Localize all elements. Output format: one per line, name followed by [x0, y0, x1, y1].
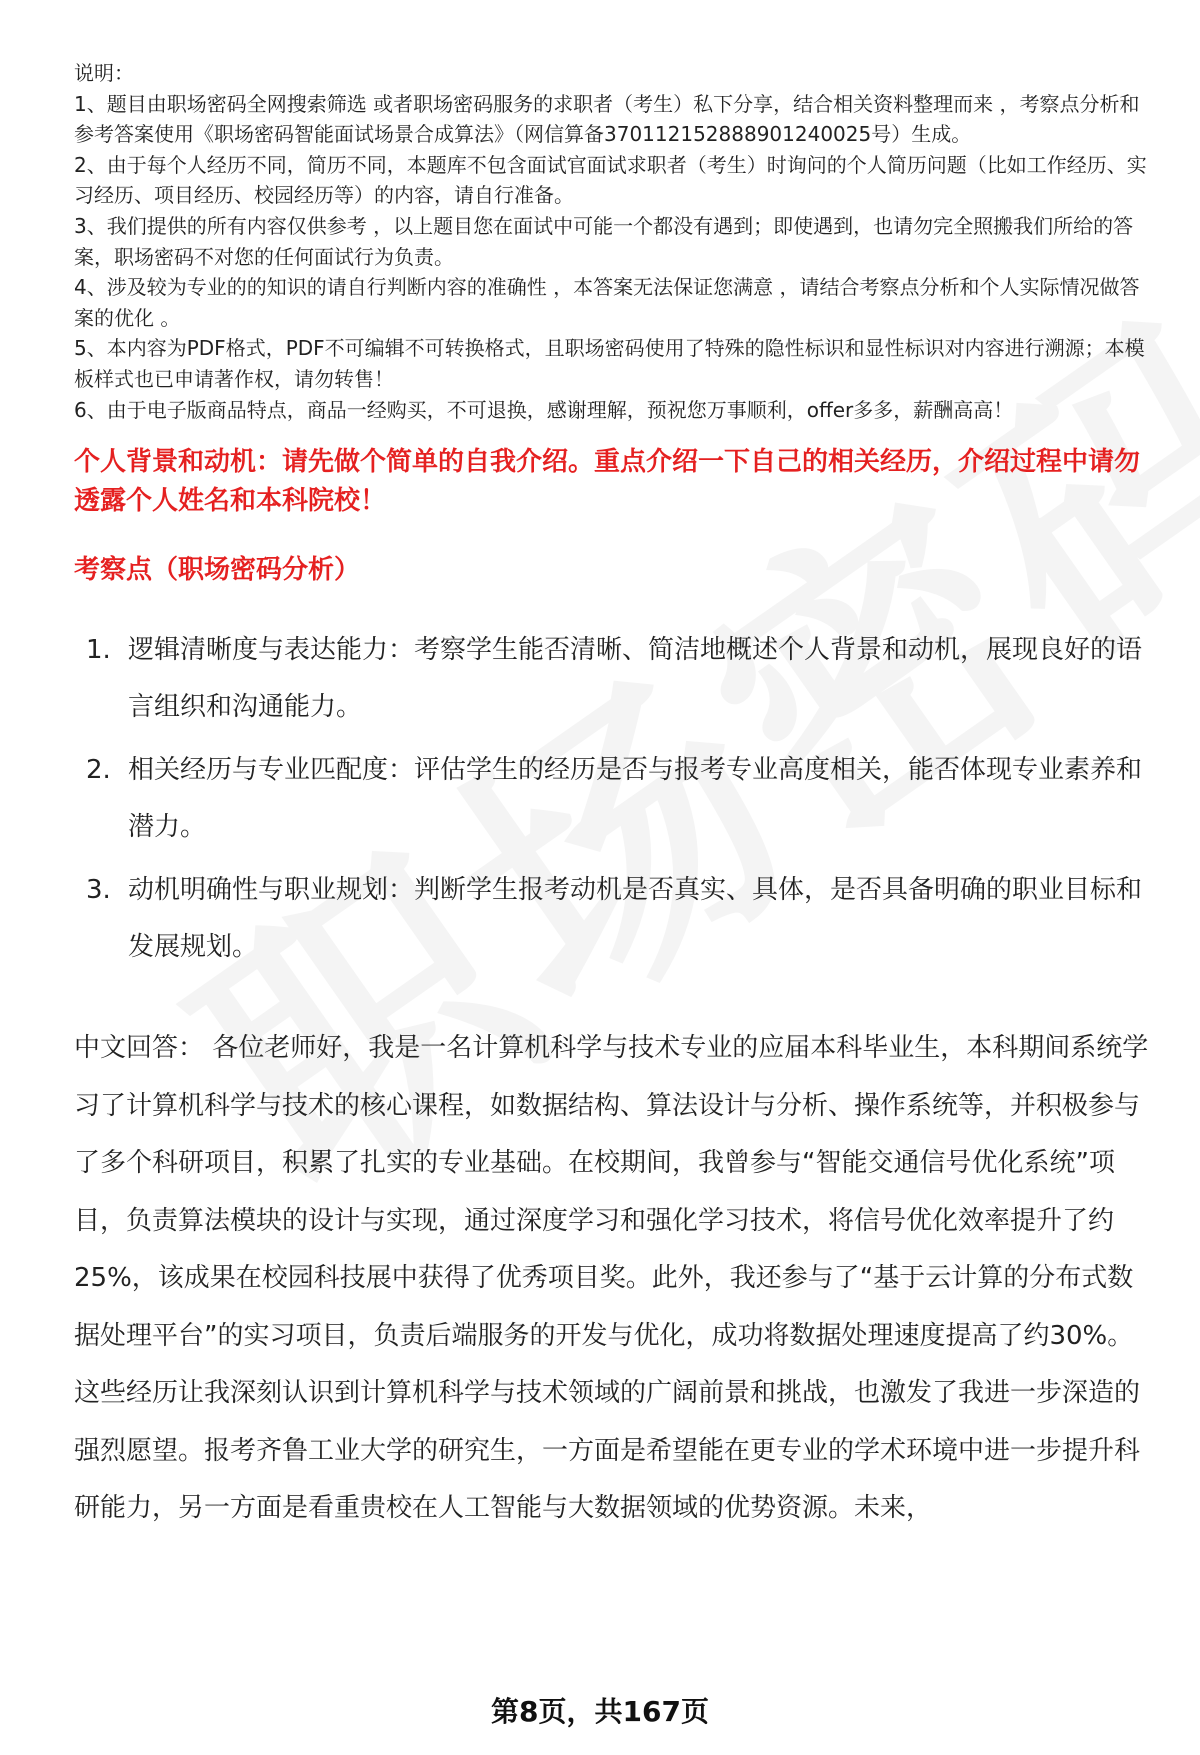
point-text: 相关经历与专业匹配度：评估学生的经历是否与报考专业高度相关，能否体现专业素养和潜力。: [128, 755, 1143, 843]
note-item: 4、涉及较为专业的的知识的请自行判断内容的准确性 ，本答案无法保证您满意 ，请结合考察点分析和个人实际情况做答案的优化 。: [74, 275, 1140, 330]
analysis-point: [74, 742, 1154, 856]
point-number: 3.: [86, 875, 111, 906]
analysis-point: [74, 622, 1154, 736]
notes-heading: 说明：: [74, 61, 134, 85]
note-item: 2、由于每个人经历不同，简历不同，本题库不包含面试官面试求职者（考生）时询问的个人简历问题（比如工作经历、实习经历、项目经历、校园经历等）的内容，请自行准备。: [74, 152, 1147, 208]
analysis-point: [74, 862, 1154, 976]
note-item: 6、由于电子版商品特点，商品一经购买，不可退换，感谢理解，预祝您万事顺利，offer多多，薪酬高高！: [74, 397, 1014, 422]
point-text: 动机明确性与职业规划：判断学生报考动机是否真实、具体，是否具备明确的职业目标和发展规划。: [128, 875, 1143, 963]
analysis-points: [74, 622, 1154, 976]
interview-question: 个人背景和动机：请先做个简单的自我介绍。重点介绍一下自己的相关经历，介绍过程中请勿透露个人姓名和本科院校！: [74, 447, 1141, 517]
point-number: 1.: [86, 635, 111, 666]
note-item: 1、题目由职场密码全网搜索筛选 或者职场密码服务的求职者（考生）私下分享，结合相关资料整理而来 ，考察点分析和参考答案使用《职场密码智能面试场景合成算法》（网信算备370112152888901240025号）生成。: [74, 91, 1140, 147]
sample-answer: 中文回答： 各位老师好，我是一名计算机科学与技术专业的应届本科毕业生，本科期间系统学习了计算机科学与技术的核心课程，如数据结构、算法设计与分析、操作系统等，并积极参与了多个科研项目，积累了扎实的专业基础。在校期间，我曾参与“智能交通信号优化系统”项目，负责算法模块的设计与实现，通过深度学习和强化学习技术，将信号优化效率提升了约25%，该成果在校园科技展中获得了优秀项目奖。此外，我还参与了“基于云计算的分布式数据处理平台”的实习项目，负责后端服务的开发与优化，成功将数据处理速度提高了约30%。这些经历让我深刻认识到计算机科学与技术领域的广阔前景和挑战，也激发了我进一步深造的强烈愿望。报考齐鲁工业大学的研究生，一方面是希望能在更专业的学术环境中进一步提升科研能力，另一方面是看重贵校在人工智能与大数据领域的优势资源。未来，: [74, 1033, 1149, 1524]
point-text: 逻辑清晰度与表达能力：考察学生能否清晰、简洁地概述个人背景和动机，展现良好的语言组织和沟通能力。: [128, 635, 1143, 723]
document-page: [74, 58, 1154, 1538]
notes-section: [74, 58, 1154, 425]
note-item: 5、本内容为PDF格式，PDF不可编辑不可转换格式，且职场密码使用了特殊的隐性标识和显性标识对内容进行溯源；本模板样式也已申请著作权，请勿转售！: [74, 336, 1145, 391]
note-item: 3、我们提供的所有内容仅供参考 ，以上题目您在面试中可能一个都没有遇到；即使遇到，也请勿完全照搬我们所给的答案，职场密码不对您的任何面试行为负责。: [74, 213, 1134, 269]
page-number: 第8页，共167页: [491, 1695, 709, 1728]
point-number: 2.: [86, 755, 111, 786]
analysis-title: 考察点（职场密码分析）: [74, 555, 361, 586]
